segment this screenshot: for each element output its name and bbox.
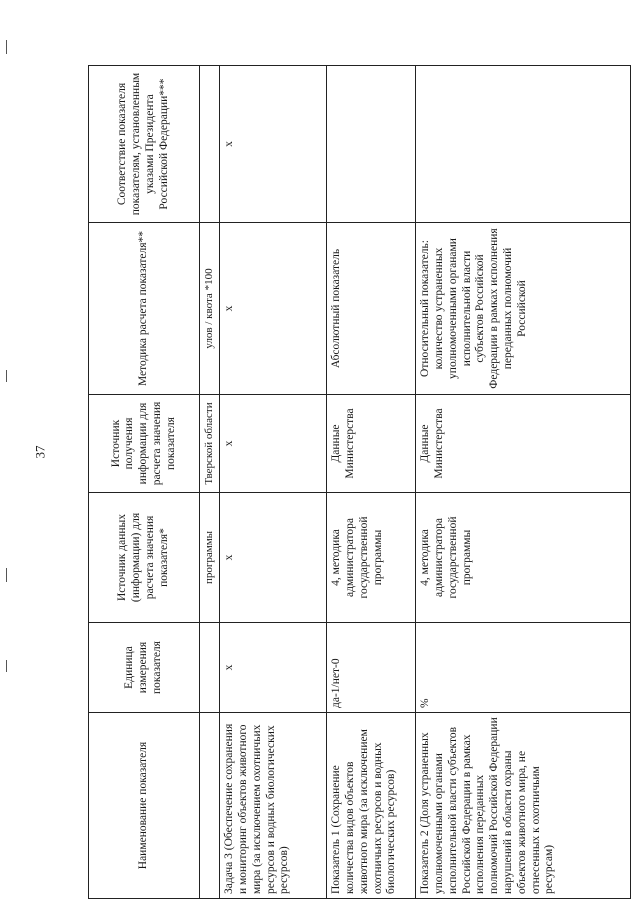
table-row bbox=[220, 66, 327, 899]
table-cell bbox=[200, 623, 220, 713]
table-cell: улов / квота *100 bbox=[200, 223, 220, 395]
table-cell-data-source: 4, методика администратора государственной программы bbox=[327, 493, 416, 623]
table-header-row bbox=[89, 66, 200, 899]
header-compliance: Соответствие показателя показателям, установленным указами Президента Российской Федерации*** bbox=[89, 66, 200, 223]
page-number: 37 bbox=[32, 445, 48, 459]
table-cell-info-source: Данные Министерства bbox=[416, 395, 631, 493]
header-method: Методика расчета показателя** bbox=[89, 223, 200, 395]
indicators-table bbox=[88, 65, 631, 899]
header-info-source: Источник получения информации для расчета значения показателя bbox=[89, 395, 200, 493]
scan-mark bbox=[6, 40, 7, 54]
scan-mark bbox=[6, 370, 7, 382]
scan-mark bbox=[6, 568, 7, 582]
table-row bbox=[416, 66, 631, 899]
table-cell-name: Показатель 1 (Сохранение количества видов объектов животного мира (за исключением охотничьих ресурсов и водных биологических ресурсов) bbox=[327, 713, 416, 899]
table-cell: программы bbox=[200, 493, 220, 623]
header-data-source: Источник данных (информации) для расчета значения показателя* bbox=[89, 493, 200, 623]
table-cell-method: Относительный показатель: количество устраненных уполномоченными органами исполнительной власти субъектов Российской Федерации в рамках исполнения переданных полномочий Российской bbox=[416, 223, 631, 395]
table-cell-compliance: х bbox=[220, 66, 327, 223]
table-cell-data-source: х bbox=[220, 493, 327, 623]
table-cell-compliance bbox=[416, 66, 631, 223]
table-cell-info-source: х bbox=[220, 395, 327, 493]
scan-mark bbox=[6, 660, 7, 672]
table-cell-unit: % bbox=[416, 623, 631, 713]
table-cell: Тверской области bbox=[200, 395, 220, 493]
table-cell-method: х bbox=[220, 223, 327, 395]
table-cell-compliance bbox=[327, 66, 416, 223]
continuation-row bbox=[200, 66, 220, 899]
rotated-content bbox=[88, 66, 608, 899]
table-cell-info-source: Данные Министерства bbox=[327, 395, 416, 493]
table-cell-unit: да-1/нет-0 bbox=[327, 623, 416, 713]
table-cell bbox=[200, 713, 220, 899]
table-cell-data-source: 4, методика администратора государственной программы bbox=[416, 493, 631, 623]
table-cell-name: Задача 3 (Обеспечение сохранения и мониторинг объектов животного мира (за исключением охотничьих ресурсов и водных биологических ресурсов) bbox=[220, 713, 327, 899]
table-row bbox=[327, 66, 416, 899]
document-page bbox=[88, 66, 608, 899]
header-unit: Единица измерения показателя bbox=[89, 623, 200, 713]
table-cell-name: Показатель 2 (Доля устраненных уполномоченными органами исполнительной власти субъектов Российской Федерации в рамках исполнения переданных полномочий Российской Федерации нарушений в области охраны объектов животного мира, не отнесенных к охотничьим ресурсам) bbox=[416, 713, 631, 899]
table-cell-method: Абсолютный показатель bbox=[327, 223, 416, 395]
table-cell bbox=[200, 66, 220, 223]
header-indicator-name: Наименование показателя bbox=[89, 713, 200, 899]
table-cell-unit: х bbox=[220, 623, 327, 713]
